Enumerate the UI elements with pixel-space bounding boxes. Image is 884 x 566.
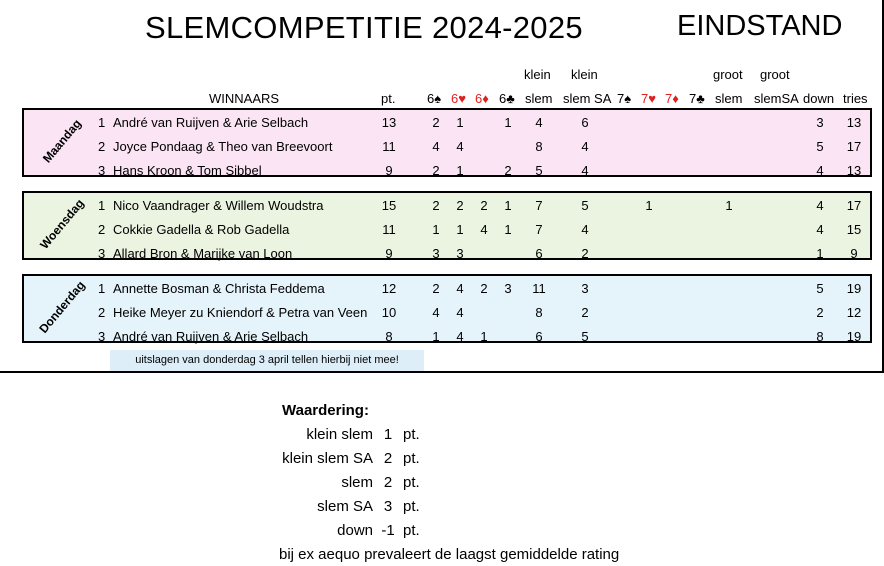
value-cell-c6h: 4 — [456, 329, 464, 344]
value-cell-down: 2 — [816, 305, 824, 320]
scoring-title: Waardering: — [282, 402, 369, 419]
value-cell-ksa: 6 — [581, 115, 589, 130]
winners-cell: Joyce Pondaag & Theo van Breevoort — [113, 139, 333, 154]
note-banner: uitslagen van donderdag 3 april tellen hierbij niet mee! — [110, 350, 424, 371]
value-cell-c6c: 1 — [504, 115, 512, 130]
scoring-value: 2 — [383, 474, 393, 491]
value-cell-pt: 12 — [381, 281, 397, 296]
value-cell-c6s: 2 — [432, 198, 440, 213]
value-cell-pt: 10 — [381, 305, 397, 320]
header-pt: pt. — [381, 91, 396, 106]
value-cell-tries: 9 — [850, 246, 858, 261]
header-6-spade: 6♠ — [427, 91, 442, 106]
value-cell-c6s: 4 — [432, 139, 440, 154]
value-cell-ksa: 4 — [581, 139, 589, 154]
value-cell-ksa: 3 — [581, 281, 589, 296]
header-groot-slemsa: slemSA — [754, 91, 799, 106]
value-cell-down: 1 — [816, 246, 824, 261]
header-groot-slem: slem — [715, 91, 743, 106]
value-cell-c6s: 4 — [432, 305, 440, 320]
value-cell-tries: 17 — [846, 139, 862, 154]
winners-cell: Heike Meyer zu Kniendorf & Petra van Veen — [113, 305, 368, 320]
value-cell-c6h: 4 — [456, 139, 464, 154]
value-cell-c6d: 2 — [480, 198, 488, 213]
value-cell-down: 5 — [816, 139, 824, 154]
value-cell-tries: 19 — [846, 329, 862, 344]
page-title: SLEMCOMPETITIE 2024-2025 — [145, 10, 583, 45]
value-cell-ks: 8 — [535, 305, 543, 320]
rank-cell: 3 — [98, 163, 106, 178]
value-cell-down: 3 — [816, 115, 824, 130]
scoring-value: 2 — [383, 450, 393, 467]
day-label: Woensdag — [37, 196, 87, 252]
header-groot-top-1: groot — [713, 67, 743, 82]
scoring-unit: pt. — [403, 450, 420, 467]
value-cell-pt: 15 — [381, 198, 397, 213]
scoring-value: 3 — [383, 498, 393, 515]
winners-cell: André van Ruijven & Arie Selbach — [113, 329, 309, 344]
value-cell-pt: 13 — [381, 115, 397, 130]
frame-bottom-border — [0, 371, 884, 373]
value-cell-c6s: 2 — [432, 115, 440, 130]
rank-cell: 3 — [98, 246, 106, 261]
value-cell-tries: 15 — [846, 222, 862, 237]
header-klein-top-1: klein — [524, 67, 551, 82]
day-label: Donderdag — [36, 278, 88, 336]
winners-cell: Allard Bron & Marijke van Loon — [113, 246, 293, 261]
winners-cell: Annette Bosman & Christa Feddema — [113, 281, 325, 296]
header-klein-slem: slem — [525, 91, 553, 106]
value-cell-tries: 17 — [846, 198, 862, 213]
value-cell-pt: 9 — [385, 246, 393, 261]
value-cell-down: 4 — [816, 198, 824, 213]
scoring-unit: pt. — [403, 498, 420, 515]
value-cell-down: 5 — [816, 281, 824, 296]
value-cell-c6h: 3 — [456, 246, 464, 261]
header-7-heart: 7♥ — [641, 91, 656, 106]
value-cell-down: 8 — [816, 329, 824, 344]
scoring-value: -1 — [381, 522, 395, 539]
header-groot-top-2: groot — [760, 67, 790, 82]
rank-cell: 2 — [98, 222, 106, 237]
value-cell-c6d: 1 — [480, 329, 488, 344]
header-6-heart: 6♥ — [451, 91, 466, 106]
day-label: Maandag — [39, 116, 85, 166]
value-cell-c6s: 1 — [432, 329, 440, 344]
value-cell-c6c: 1 — [504, 222, 512, 237]
value-cell-ksa: 4 — [581, 163, 589, 178]
rank-cell: 2 — [98, 305, 106, 320]
value-cell-ks: 5 — [535, 163, 543, 178]
value-cell-c6d: 4 — [480, 222, 488, 237]
scoring-label: slem SA — [317, 498, 373, 515]
scoring-label: slem — [341, 474, 373, 491]
value-cell-c6h: 4 — [456, 281, 464, 296]
scoring-footnote: bij ex aequo prevaleert de laagst gemiddelde rating — [279, 546, 620, 563]
value-cell-c6d: 2 — [480, 281, 488, 296]
rank-cell: 3 — [98, 329, 106, 344]
rank-cell: 1 — [98, 281, 106, 296]
scoring-unit: pt. — [403, 474, 420, 491]
value-cell-down: 4 — [816, 222, 824, 237]
value-cell-gs: 1 — [725, 198, 733, 213]
value-cell-pt: 11 — [382, 139, 396, 154]
value-cell-ks: 11 — [532, 281, 546, 296]
value-cell-ksa: 2 — [581, 305, 589, 320]
header-6-club: 6♣ — [499, 91, 515, 106]
value-cell-ksa: 4 — [581, 222, 589, 237]
value-cell-c6s: 1 — [432, 222, 440, 237]
value-cell-ks: 4 — [535, 115, 543, 130]
winners-cell: Cokkie Gadella & Rob Gadella — [113, 222, 290, 237]
value-cell-down: 4 — [816, 163, 824, 178]
value-cell-ks: 6 — [535, 246, 543, 261]
header-klein-slem-sa: slem SA — [563, 91, 612, 106]
value-cell-pt: 8 — [385, 329, 393, 344]
value-cell-c6h: 1 — [456, 222, 464, 237]
value-cell-tries: 12 — [846, 305, 862, 320]
rank-cell: 1 — [98, 198, 106, 213]
header-6-diamond: 6♦ — [475, 91, 489, 106]
value-cell-tries: 13 — [846, 163, 862, 178]
value-cell-ksa: 5 — [581, 198, 589, 213]
scoring-label: klein slem — [306, 426, 373, 443]
value-cell-tries: 19 — [846, 281, 862, 296]
status-title: EINDSTAND — [677, 10, 843, 42]
winners-cell: Nico Vaandrager & Willem Woudstra — [113, 198, 324, 213]
rank-cell: 1 — [98, 115, 106, 130]
value-cell-c6s: 2 — [432, 163, 440, 178]
header-down: down — [803, 91, 835, 106]
value-cell-ks: 7 — [535, 198, 543, 213]
header-7-diamond: 7♦ — [665, 91, 679, 106]
value-cell-ks: 8 — [535, 139, 543, 154]
scoring-unit: pt. — [403, 522, 420, 539]
value-cell-c6c: 3 — [504, 281, 512, 296]
value-cell-pt: 9 — [385, 163, 393, 178]
value-cell-ksa: 2 — [581, 246, 589, 261]
value-cell-c6s: 2 — [432, 281, 440, 296]
value-cell-c6h: 4 — [456, 305, 464, 320]
value-cell-c6h: 2 — [456, 198, 464, 213]
value-cell-tries: 13 — [846, 115, 862, 130]
value-cell-c6h: 1 — [456, 163, 464, 178]
value-cell-ks: 7 — [535, 222, 543, 237]
rank-cell: 2 — [98, 139, 106, 154]
value-cell-ks: 6 — [535, 329, 543, 344]
winners-cell: Hans Kroon & Tom Sibbel — [113, 163, 262, 178]
value-cell-c6c: 1 — [504, 198, 512, 213]
value-cell-pt: 11 — [382, 222, 396, 237]
header-tries: tries — [843, 91, 868, 106]
scoring-unit: pt. — [403, 426, 420, 443]
header-7-spade: 7♠ — [617, 91, 632, 106]
header-klein-top-2: klein — [571, 67, 598, 82]
header-7-club: 7♣ — [689, 91, 705, 106]
winners-cell: André van Ruijven & Arie Selbach — [113, 115, 309, 130]
value-cell-c6h: 1 — [456, 115, 464, 130]
value-cell-c6c: 2 — [504, 163, 512, 178]
value-cell-ksa: 5 — [581, 329, 589, 344]
scoring-value: 1 — [383, 426, 393, 443]
scoring-label: down — [337, 522, 373, 539]
header-winners: WINNAARS — [209, 91, 280, 106]
scoring-label: klein slem SA — [282, 450, 373, 467]
value-cell-c6s: 3 — [432, 246, 440, 261]
value-cell-c7h: 1 — [645, 198, 653, 213]
